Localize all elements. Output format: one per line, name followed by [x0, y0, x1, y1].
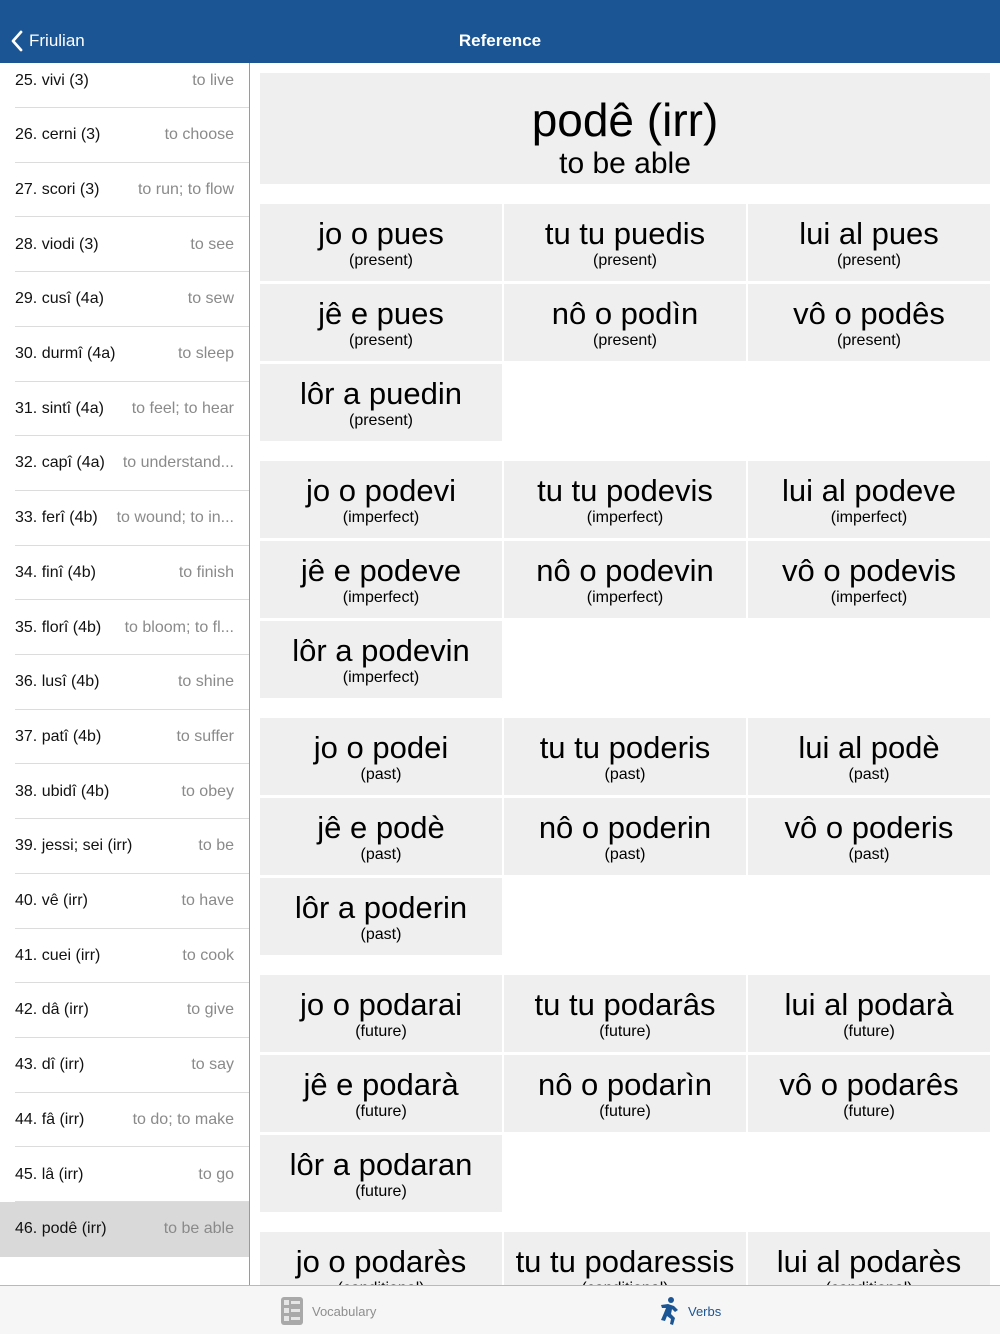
- conjugated-form: lôr a poderin: [294, 890, 468, 925]
- tense-label: (present): [836, 252, 902, 269]
- verb-title: podê (irr): [531, 94, 719, 146]
- verb-meaning: to see: [190, 235, 234, 253]
- conjugation-cell: [748, 284, 990, 361]
- verb-meaning: to obey: [181, 782, 234, 800]
- conjugated-form: tu tu podarâs: [534, 987, 716, 1022]
- tense-label: (future): [599, 1023, 651, 1040]
- vocabulary-list-icon: [280, 1296, 304, 1326]
- verb-name: 42. dâ (irr): [15, 1001, 89, 1019]
- list-item[interactable]: [0, 491, 249, 546]
- tense-label: (present): [592, 252, 658, 269]
- verb-name: 43. dî (irr): [15, 1056, 85, 1074]
- list-item[interactable]: [0, 1038, 249, 1093]
- verb-name: 28. viodi (3): [15, 235, 99, 253]
- list-item[interactable]: [0, 1202, 249, 1257]
- verb-meaning: to choose: [164, 126, 234, 144]
- conjugated-form: lôr a podaran: [289, 1147, 473, 1182]
- tense-label: (imperfect): [586, 509, 664, 526]
- conjugation-cell: [504, 461, 746, 538]
- tense-label: (future): [355, 1023, 407, 1040]
- conjugation-cell: [504, 798, 746, 875]
- verb-meaning: to cook: [182, 946, 234, 964]
- verb-meaning: to be able: [163, 1220, 234, 1238]
- conjugated-form: lui al podarès: [776, 1244, 962, 1279]
- verb-list[interactable]: [0, 63, 249, 1285]
- conjugation-cell: [504, 1055, 746, 1132]
- conjugation-cell: [260, 798, 502, 875]
- tab-verbs[interactable]: [658, 1295, 721, 1327]
- conjugation-cell: [260, 204, 502, 281]
- list-item[interactable]: [0, 381, 249, 436]
- verb-meaning: to do; to make: [132, 1110, 234, 1128]
- conjugated-form: lui al pues: [799, 216, 939, 251]
- tense-label: (present): [348, 412, 414, 429]
- conjugation-cell: [504, 975, 746, 1052]
- conjugation-cell: [260, 461, 502, 538]
- list-item[interactable]: [0, 1092, 249, 1147]
- tense-label: (imperfect): [342, 589, 420, 606]
- list-item[interactable]: [0, 1147, 249, 1202]
- tense-label: (past): [360, 926, 402, 943]
- verb-meaning: to live: [192, 71, 234, 89]
- list-item[interactable]: [0, 764, 249, 819]
- verb-meaning: to go: [198, 1165, 234, 1183]
- list-item[interactable]: [0, 108, 249, 163]
- list-item[interactable]: [0, 983, 249, 1038]
- verb-name: 34. finî (4b): [15, 563, 96, 581]
- tab-bar: [0, 1285, 1000, 1334]
- conjugated-form: nô o podevin: [536, 553, 714, 588]
- conjugated-form: nô o podarìn: [537, 1067, 713, 1102]
- conjugated-form: vô o podevis: [781, 553, 957, 588]
- conjugated-form: jê e podè: [317, 810, 445, 845]
- conjugation-cell: [748, 461, 990, 538]
- tense-label: (future): [843, 1023, 895, 1040]
- conjugated-form: tu tu puedis: [544, 216, 706, 251]
- conjugated-form: tu tu podaressis: [515, 1244, 735, 1279]
- list-item[interactable]: [0, 874, 249, 929]
- verb-meaning: to finish: [178, 563, 234, 581]
- conjugated-form: jê e podeve: [300, 553, 462, 588]
- conjugated-form: jo o podarès: [295, 1244, 467, 1279]
- verb-name: 38. ubidî (4b): [15, 782, 110, 800]
- tense-label: (present): [348, 332, 414, 349]
- conjugated-form: nô o poderin: [538, 810, 712, 845]
- tense-label: (future): [355, 1103, 407, 1120]
- conjugation-cell: [260, 284, 502, 361]
- conjugated-form: lôr a puedin: [299, 376, 462, 411]
- tense-label: (future): [843, 1103, 895, 1120]
- verb-meaning: to sew: [187, 290, 234, 308]
- conjugation-cell: [260, 718, 502, 795]
- conjugated-form: jo o podevi: [306, 473, 456, 508]
- conjugation-cell: [260, 541, 502, 618]
- verb-meaning: to sleep: [177, 345, 234, 362]
- list-item[interactable]: [0, 53, 249, 108]
- list-item[interactable]: [0, 436, 249, 491]
- tense-label: (future): [599, 1103, 651, 1120]
- conjugated-form: tu tu podevis: [537, 473, 713, 508]
- verb-name: 27. scori (3): [15, 180, 100, 198]
- verb-name: 36. lusî (4b): [15, 673, 100, 691]
- verb-meaning: to be able: [559, 147, 691, 180]
- tense-label: (past): [848, 846, 890, 863]
- list-item[interactable]: [0, 272, 249, 327]
- conjugated-form: jo o pues: [318, 216, 444, 251]
- conjugated-form: vô o podês: [793, 296, 945, 331]
- conjugated-form: jê e podarà: [303, 1067, 459, 1102]
- conjugated-form: jê e pues: [318, 296, 444, 331]
- verb-meaning: to run; to flow: [137, 180, 234, 198]
- conjugation-cell: [748, 1055, 990, 1132]
- verb-name: 37. patî (4b): [15, 727, 102, 745]
- list-item[interactable]: [0, 545, 249, 600]
- verb-name: 44. fâ (irr): [15, 1110, 85, 1128]
- verb-name: 46. podê (irr): [15, 1220, 107, 1238]
- verb-meaning: to give: [186, 1001, 234, 1019]
- tense-label: (imperfect): [830, 509, 908, 526]
- verb-name: 29. cusî (4a): [15, 290, 104, 308]
- verb-meaning: to say: [191, 1056, 234, 1074]
- conjugated-form: lôr a podevin: [292, 633, 470, 668]
- conjugated-form: jo o podarai: [299, 987, 462, 1022]
- verb-name: 35. florî (4b): [15, 618, 102, 636]
- conjugation-cell: [504, 718, 746, 795]
- verb-name: 32. capî (4a): [15, 454, 105, 472]
- verb-name: 33. ferî (4b): [15, 509, 98, 527]
- conjugation-cell: [504, 284, 746, 361]
- verb-meaning: to feel; to hear: [131, 399, 234, 417]
- conjugation-cell: [260, 364, 502, 441]
- tense-label: (imperfect): [342, 669, 420, 686]
- tense-label: (imperfect): [342, 509, 420, 526]
- conjugation-cell: [748, 718, 990, 795]
- verb-meaning: to understand...: [122, 454, 234, 472]
- tab-vocabulary-label: Vocabulary: [312, 1303, 377, 1319]
- conjugation-cell: [748, 975, 990, 1052]
- conjugation-cell: [504, 204, 746, 281]
- verb-name: 31. sintî (4a): [15, 399, 104, 417]
- tense-label: (present): [836, 332, 902, 349]
- tense-label: (imperfect): [830, 589, 908, 606]
- verbs-figure-icon: [658, 1296, 680, 1326]
- verb-meaning: to have: [181, 892, 234, 909]
- tense-label: (imperfect): [586, 589, 664, 606]
- conjugated-form: tu tu poderis: [539, 730, 711, 765]
- list-item[interactable]: [0, 217, 249, 272]
- back-button-label: Friulian: [29, 31, 85, 50]
- conjugated-form: jo o podei: [313, 730, 449, 765]
- verb-name: 45. lâ (irr): [15, 1165, 84, 1183]
- verb-header-card: [260, 73, 990, 184]
- tab-vocabulary[interactable]: [280, 1295, 376, 1327]
- verb-name: 26. cerni (3): [15, 126, 101, 144]
- tab-verbs-label: Verbs: [688, 1303, 722, 1319]
- verb-meaning: to be: [198, 837, 234, 855]
- tense-label: (present): [348, 252, 414, 269]
- verb-meaning: to suffer: [176, 727, 234, 745]
- conjugation-cell: [260, 975, 502, 1052]
- verb-name: 25. vivi (3): [15, 71, 89, 89]
- conjugated-form: lui al podeve: [781, 473, 957, 508]
- list-item[interactable]: [0, 327, 249, 382]
- conjugated-form: lui al podè: [798, 730, 940, 765]
- verb-name: 30. durmî (4a): [15, 345, 116, 362]
- tense-label: (past): [848, 766, 890, 783]
- conjugation-cell: [504, 541, 746, 618]
- verb-meaning: to wound; to in...: [116, 509, 234, 527]
- conjugated-form: nô o podìn: [551, 296, 699, 331]
- list-item[interactable]: [0, 655, 249, 710]
- verb-detail: [250, 63, 1000, 1285]
- page-title: Reference: [458, 31, 542, 50]
- conjugation-cell: [748, 204, 990, 281]
- tense-label: (past): [360, 846, 402, 863]
- verb-meaning: to shine: [177, 673, 234, 691]
- verb-meaning: to bloom; to fl...: [124, 618, 234, 636]
- conjugation-cell: [260, 621, 502, 698]
- conjugated-form: vô o poderis: [784, 810, 954, 845]
- verb-name: 40. vê (irr): [15, 892, 88, 909]
- tense-label: (present): [592, 332, 658, 349]
- conjugated-form: vô o podarês: [779, 1067, 959, 1102]
- tense-label: (past): [604, 846, 646, 863]
- list-item[interactable]: [0, 162, 249, 217]
- list-item[interactable]: [0, 928, 249, 983]
- conjugation-cell: [748, 798, 990, 875]
- list-item[interactable]: [0, 819, 249, 874]
- conjugation-cell: [748, 541, 990, 618]
- tense-label: (future): [355, 1183, 407, 1200]
- conjugation-cell: [260, 1135, 502, 1212]
- tense-label: (past): [604, 766, 646, 783]
- list-item[interactable]: [0, 709, 249, 764]
- conjugation-cell: [260, 1055, 502, 1132]
- list-item[interactable]: [0, 600, 249, 655]
- tense-label: (past): [360, 766, 402, 783]
- verb-name: 39. jessi; sei (irr): [15, 837, 133, 855]
- conjugated-form: lui al podarà: [784, 987, 954, 1022]
- conjugation-cell: [260, 878, 502, 955]
- verb-name: 41. cuei (irr): [15, 946, 101, 964]
